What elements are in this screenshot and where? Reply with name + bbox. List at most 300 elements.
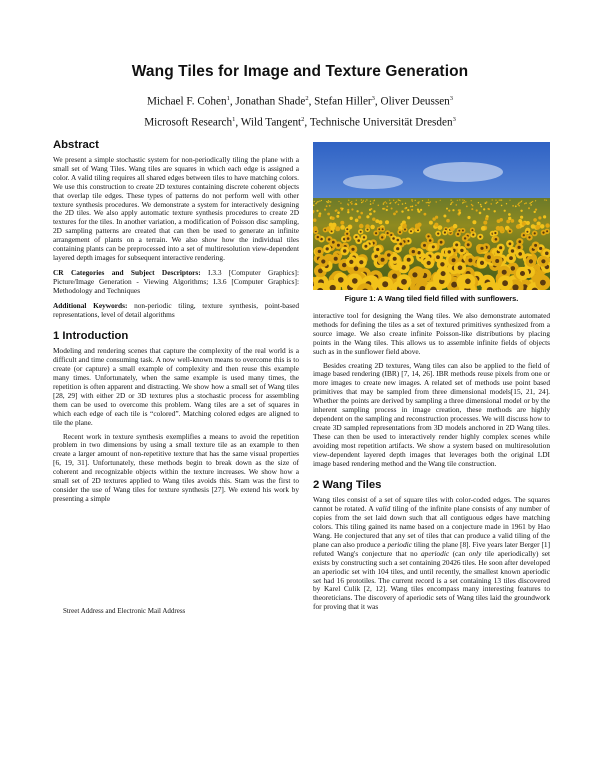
sunflower xyxy=(331,217,334,220)
sunflower xyxy=(420,209,422,211)
sunflower xyxy=(504,210,506,212)
sunflower xyxy=(373,210,375,212)
sunflower xyxy=(348,200,349,201)
sunflower xyxy=(476,209,478,211)
sunflower-center xyxy=(404,229,406,231)
sunflower-center xyxy=(452,258,456,262)
sunflower xyxy=(496,226,501,231)
sunflower-center xyxy=(487,255,491,259)
sunflower xyxy=(384,208,386,210)
sunflower xyxy=(529,203,530,204)
affiliation: Microsoft Research xyxy=(144,116,233,129)
sunflower-center xyxy=(399,231,401,233)
sunflower-center xyxy=(354,267,359,272)
sunflower-center xyxy=(427,261,431,265)
sunflower xyxy=(393,200,394,201)
sunflower xyxy=(316,202,317,203)
sunflower xyxy=(497,202,498,203)
sunflower-center xyxy=(462,230,464,232)
sunflower xyxy=(459,199,460,200)
sunflower xyxy=(330,201,331,202)
sunflower xyxy=(494,210,496,212)
sunflower-center xyxy=(502,270,507,275)
sunflower xyxy=(378,205,380,207)
sunflower xyxy=(383,202,384,203)
sunflower-center xyxy=(534,232,536,234)
sunflower xyxy=(314,201,315,202)
keywords: Additional Keywords: non-periodic tiling, texture synthesis, point-based representations, level of detail algorithms xyxy=(53,300,300,319)
sunflower xyxy=(389,203,390,204)
sunflower xyxy=(417,202,418,203)
sunflower-center xyxy=(393,257,397,261)
affiliation: Wild Tangent xyxy=(240,116,302,129)
sunflower xyxy=(335,226,340,231)
sunflower xyxy=(497,219,501,223)
sunflower xyxy=(471,204,473,206)
sunflower xyxy=(428,199,429,200)
sunflower xyxy=(335,210,337,212)
wang-tiles-paragraph: Wang tiles consist of a set of square tiles with color-coded edges. The squares cannot be rotated. A valid tiling of the infinite plane consists of any number of copies from the set laid down such that all contiguous edges have matching colors. This tiling gained its name based on a conjecture made in 1961 by Hao Wang. He conjectured that any set of tiles that can produce a valid tiling of the plane can also produce a periodic tiling the plane [8]. Five years later Berger [1] refuted Wang's conjecture that no aperiodic (can only tile aperiodically) set exists by constructing such a set containing 20426 tiles. He soon after developed an aperiodic set with 104 tiles, and until recently, the smallest known aperiodic set had 16 prototiles. The current record is a set containing 13 tiles discovered by Karel Culik [2, 12]. Wang tiles encompass many interesting features to theoreticians. The discovery of aperiodic sets of Wang tiles laid the groundwork for proving that it was xyxy=(313,495,551,612)
sunflower-center xyxy=(357,239,360,242)
sunflower-center xyxy=(401,279,407,285)
sunflower xyxy=(329,205,331,207)
sunflower xyxy=(520,210,522,212)
sunflower-center xyxy=(412,250,415,253)
sunflower xyxy=(434,223,438,227)
sunflower-center xyxy=(467,243,470,246)
sunflower xyxy=(501,200,502,201)
sunflower xyxy=(417,223,421,227)
sunflower-center xyxy=(509,242,512,245)
sunflower xyxy=(524,203,525,204)
sunflower xyxy=(429,221,433,225)
paper-title: Wang Tiles for Image and Texture Generation xyxy=(131,63,469,80)
sunflower xyxy=(360,212,363,215)
sunflower xyxy=(533,218,537,222)
sunflower xyxy=(496,203,497,204)
sunflower xyxy=(490,203,492,205)
sunflower xyxy=(465,201,466,202)
author-name: Stefan Hiller xyxy=(314,95,372,108)
sunflower xyxy=(415,204,417,206)
sunflower-center xyxy=(455,243,458,246)
sunflower xyxy=(436,201,437,202)
sunflower-center xyxy=(343,249,346,252)
sunflower xyxy=(407,209,409,211)
sunflower-center xyxy=(359,260,363,264)
sunflower xyxy=(485,202,486,203)
sunflower xyxy=(326,205,328,207)
sunflower xyxy=(528,207,530,209)
sunflower xyxy=(452,209,454,211)
sunflower-center xyxy=(407,258,411,262)
sunflower xyxy=(417,210,419,212)
sunflower xyxy=(531,224,536,229)
sunflower xyxy=(453,224,458,229)
sunflower xyxy=(350,202,351,203)
sunflower xyxy=(471,200,472,201)
sunflower xyxy=(375,219,379,223)
sunflower xyxy=(372,218,375,221)
author-line: Michael F. Cohen$^1$, Jonathan Shade$^2$, Stefan Hiller$^3$, Oliver Deussen$^3$ xyxy=(146,95,454,108)
sunflower xyxy=(365,201,366,202)
sunflower xyxy=(383,203,385,205)
sunflower xyxy=(487,208,489,210)
sunflower xyxy=(518,205,520,207)
sunflower-center xyxy=(381,236,383,238)
sunflower-center xyxy=(396,247,399,250)
figure-caption: Figure 1: A Wang tiled field filled with sunflowers. xyxy=(344,294,519,303)
sunflower-center xyxy=(451,282,457,288)
sunflower xyxy=(495,200,496,201)
sunflower xyxy=(424,213,427,216)
intro-paragraph-2: Recent work in texture synthesis exemplifies a means to avoid the repetition problem in two dimensions by using a small texture tile as an example to then create a larger amount of non-repetitive texture that has the same visual properties [6, 19, 31]. Unfortunately, these methods begin to break down as the size of coherent and recognizable objects within the texture increases. We show how a small set of 2D textures applied to Wang tiles avoids this. Stam was the first to consider the use of Wang tiles for texture synthesis [27]. We extend his work by presenting a simple xyxy=(53,431,299,503)
sunflower xyxy=(520,216,523,219)
sunflower xyxy=(404,207,406,209)
sunflower xyxy=(538,216,541,219)
sunflower-center xyxy=(318,250,321,253)
sunflower-center xyxy=(511,249,514,252)
sunflower xyxy=(385,220,389,224)
sunflower-center xyxy=(429,239,432,242)
sunflower xyxy=(459,209,461,211)
sunflower-center xyxy=(448,250,451,253)
sunflower xyxy=(535,209,537,211)
author-block xyxy=(0,90,600,131)
author-name: Michael F. Cohen xyxy=(146,95,227,108)
sunflower xyxy=(370,201,371,202)
sunflower-center xyxy=(495,259,499,263)
sunflower xyxy=(534,211,536,213)
intro-paragraph-1: Modeling and rendering scenes that capture the complexity of the real world is a difficult and time consuming task. A now well-known means to overcome this is to create (or capture) a small example of complexity and then reuse this example many times. Unfortunately, when the same example is used many times, the repetition is often apparent and distracting. We show how a small set of Wang tiles [28, 29] with either 2D or 3D textures plus a stochastic process for assembling them can be used to overcome this problem. Wang tiles are a set of squares in which each edge of each tile is “colored”. Matching colored edges are aligned to tile the plane. xyxy=(53,346,299,427)
sunflower xyxy=(478,202,479,203)
sunflower xyxy=(374,200,375,201)
sunflower xyxy=(446,219,450,223)
sunflower-center xyxy=(352,278,358,284)
sunflower-center xyxy=(471,229,473,231)
sunflower xyxy=(525,202,526,203)
sunflower xyxy=(351,201,352,202)
sunflower-center xyxy=(495,238,498,241)
sunflower xyxy=(359,224,364,229)
sunflower xyxy=(518,203,519,204)
sunflower-center xyxy=(367,229,369,231)
author-name: Jonathan Shade xyxy=(235,95,306,108)
sunflower xyxy=(480,204,482,206)
sunflower-field-image xyxy=(313,142,550,290)
sunflower-center xyxy=(529,259,533,263)
sunflower-center xyxy=(360,231,362,233)
sunflower xyxy=(386,202,387,203)
sunflower xyxy=(336,215,339,218)
sunflower xyxy=(351,208,353,210)
sunflower xyxy=(535,200,536,201)
sunflower-center xyxy=(440,241,443,244)
sunflower xyxy=(422,200,423,201)
sunflower xyxy=(401,210,403,212)
sunflower xyxy=(506,220,510,224)
sunflower-center xyxy=(518,240,521,243)
sunflower xyxy=(399,200,400,201)
sunflower xyxy=(363,200,364,201)
sunflower xyxy=(451,202,452,203)
sunflower xyxy=(535,225,540,230)
sunflower xyxy=(351,203,353,205)
sunflower xyxy=(452,201,453,202)
sunflower xyxy=(326,201,327,202)
sunflower-center xyxy=(444,231,446,233)
sunflower-center xyxy=(479,236,481,238)
sunflower-center xyxy=(480,261,484,265)
sunflower xyxy=(509,200,510,201)
sunflower xyxy=(479,212,482,215)
sunflower xyxy=(386,209,388,211)
sunflower xyxy=(480,206,482,208)
abstract-text: We present a simple stochastic system for non-periodically tiling the plane with a small set of Wang Tiles. Wang tiles are squares in which each edge is assigned a color. A valid tiling requires all shared edges between tiles to have matching colors. We use this construction to create 2D textures containing discrete coherent objects that overlap tile edges. These types of patterns do not perform well with other texture synthesis procedures. We demonstrate a system for interactively designing the 2D tiles. We also apply automatic texture synthesis procedures to create 2D textures for the tiles. In another variation, a modification of Poisson disc sampling, 2D sampling patterns are created that can then be used to generate an infinite arrangement of plants on a terrain. We also show how the individual tiles containing plants can be preprocessed into a set of multiresolution view-dependent layered depth images for subsequent interactive rendering. xyxy=(53,155,299,262)
sunflower xyxy=(321,200,322,201)
sunflower xyxy=(370,225,375,230)
sunflower-center xyxy=(509,256,513,260)
sunflower xyxy=(330,226,335,231)
sunflower-center xyxy=(523,234,525,236)
sunflower xyxy=(466,206,468,208)
sunflower xyxy=(316,210,318,212)
sunflower xyxy=(362,201,363,202)
left-column xyxy=(53,138,299,504)
sunflower-center xyxy=(392,274,397,279)
sunflower xyxy=(319,201,320,202)
sunflower xyxy=(340,225,345,230)
sunflower xyxy=(499,200,500,201)
sunflower xyxy=(391,208,393,210)
sunflower xyxy=(370,208,372,210)
sunflower xyxy=(486,202,487,203)
sunflower xyxy=(544,199,545,200)
sunflower xyxy=(418,201,419,202)
sunflower xyxy=(512,205,514,207)
sunflower-center xyxy=(346,233,348,235)
sunflower xyxy=(347,209,349,211)
sunflower xyxy=(366,199,367,200)
sunflower-center xyxy=(382,281,388,287)
sunflower-center xyxy=(502,280,508,286)
sunflower-center xyxy=(480,247,483,250)
sunflower xyxy=(483,208,485,210)
sunflower xyxy=(515,205,517,207)
sunflower xyxy=(412,201,413,202)
sunflower-center xyxy=(334,257,338,261)
sunflower-center xyxy=(347,237,350,240)
sunflower xyxy=(366,215,369,218)
sunflower xyxy=(427,202,428,203)
sunflower-center xyxy=(494,232,496,234)
sunflower-center xyxy=(363,236,365,238)
sunflower xyxy=(338,201,339,202)
sunflower xyxy=(340,203,341,204)
sunflower-center xyxy=(545,252,549,256)
sunflower xyxy=(546,200,547,201)
sunflower-center xyxy=(317,236,319,238)
sunflower xyxy=(481,226,486,231)
sunflower xyxy=(459,211,462,214)
sunflower xyxy=(450,204,452,206)
sunflower-center xyxy=(437,233,439,235)
sunflower-center xyxy=(432,245,435,248)
sunflower xyxy=(440,200,441,201)
sunflower-center xyxy=(412,272,417,277)
sunflower-center xyxy=(337,244,340,247)
sunflower xyxy=(361,202,362,203)
sunflower-center xyxy=(441,271,446,276)
sunflower-center xyxy=(520,271,525,276)
sunflower-center xyxy=(328,238,331,241)
sunflower xyxy=(370,203,372,205)
sunflower-center xyxy=(331,230,333,232)
sunflower-center xyxy=(499,246,502,249)
sunflower xyxy=(519,202,520,203)
sunflower xyxy=(543,215,546,218)
affiliation: Technische Universität Dresden xyxy=(309,116,453,129)
sunflower xyxy=(385,201,386,202)
sunflower-center xyxy=(387,253,391,257)
sunflower-center xyxy=(546,230,548,232)
sunflower-center xyxy=(346,228,348,230)
sunflower-center xyxy=(410,230,412,232)
sunflower xyxy=(472,220,476,224)
sunflower xyxy=(510,219,514,223)
sunflower-center xyxy=(440,262,444,266)
sunflower xyxy=(324,209,326,211)
sunflower-center xyxy=(511,266,516,271)
sunflower xyxy=(501,205,503,207)
sunflower-center xyxy=(509,230,511,232)
sunflower-center xyxy=(364,245,367,248)
sunflower xyxy=(398,204,400,206)
sunflower-center xyxy=(397,239,400,242)
sunflower-center xyxy=(326,247,329,250)
sunflower xyxy=(317,201,318,202)
cr-categories: CR Categories and Subject Descriptors: I.3.3 [Computer Graphics]: Picture/Image Generation - Viewing Algorithms; I.3.6 [Computer Graphics]: Methodology and Techniques xyxy=(53,267,300,295)
sunflower-center xyxy=(472,234,474,236)
sunflower xyxy=(327,213,330,216)
sunflower xyxy=(430,201,431,202)
sunflower-center xyxy=(465,279,471,285)
sunflower xyxy=(516,224,521,229)
sunflower-center xyxy=(378,228,380,230)
sunflower xyxy=(386,206,388,208)
sunflower-center xyxy=(541,259,545,263)
sunflower xyxy=(313,218,317,222)
sunflower-center xyxy=(375,232,377,234)
sunflower-center xyxy=(423,244,426,247)
sunflower-center xyxy=(332,241,335,244)
sunflower-center xyxy=(376,248,379,251)
sunflower xyxy=(521,200,522,201)
sunflower xyxy=(492,199,493,200)
sunflower xyxy=(506,203,507,204)
sunflower xyxy=(462,199,463,200)
sunflower-center xyxy=(464,237,466,239)
sunflower xyxy=(540,224,545,229)
sunflower xyxy=(415,200,416,201)
sunflower xyxy=(358,216,361,219)
sunflower-center xyxy=(457,233,459,235)
sunflower xyxy=(342,208,344,210)
sunflower xyxy=(471,208,473,210)
sunflower-center xyxy=(460,249,463,252)
sunflower xyxy=(395,211,397,213)
sunflower xyxy=(356,200,357,201)
sunflower-center xyxy=(417,251,420,254)
sunflower xyxy=(369,213,372,216)
sunflower xyxy=(483,221,487,225)
sunflower xyxy=(443,215,446,218)
sunflower xyxy=(438,225,443,230)
sunflower-center xyxy=(518,246,521,249)
sunflower xyxy=(428,202,429,203)
sunflower xyxy=(411,209,413,211)
sunflower-center xyxy=(351,248,354,251)
sunflower xyxy=(407,216,410,219)
footnote: Street Address and Electronic Mail Address xyxy=(63,607,186,615)
sunflower-center xyxy=(338,277,344,283)
sunflower xyxy=(530,204,532,206)
sunflower xyxy=(410,206,412,208)
sunflower-center xyxy=(436,255,440,259)
sunflower xyxy=(446,208,448,210)
sunflower xyxy=(508,217,511,220)
sunflower-center xyxy=(542,232,544,234)
sunflower xyxy=(402,224,406,228)
sunflower xyxy=(340,221,344,225)
sunflower-center xyxy=(387,232,389,234)
sunflower xyxy=(395,202,396,203)
sunflower xyxy=(467,216,470,219)
sunflower xyxy=(428,205,430,207)
sunflower-center xyxy=(458,266,463,271)
sunflower xyxy=(456,204,458,206)
sunflower-center xyxy=(342,263,346,267)
sunflower xyxy=(400,200,401,201)
sunflower xyxy=(405,203,406,204)
sunflower-center xyxy=(540,280,546,286)
sunflower xyxy=(365,224,370,229)
sunflower-center xyxy=(382,228,384,230)
sunflower xyxy=(485,217,488,220)
sunflower xyxy=(412,206,414,208)
sunflower xyxy=(457,200,458,201)
sunflower xyxy=(318,214,321,217)
sunflower xyxy=(412,199,413,200)
sunflower xyxy=(389,200,390,201)
sunflower xyxy=(372,202,373,203)
sunflower-center xyxy=(526,231,528,233)
sunflower-center xyxy=(468,258,472,262)
right-column xyxy=(313,142,550,612)
sunflower xyxy=(347,211,349,213)
sunflower xyxy=(426,202,427,203)
right-paragraph-1: interactive tool for designing the Wang tiles. We also demonstrate automated methods for defining the tiles as a set of textured primitives synthesized from a source image. We also create infinite Poisson-like distributions by placing points in the Wang tiles. This allows us to assemble infinite fields of objects such as in the sunflower field above. xyxy=(313,311,550,356)
sunflower-center xyxy=(349,260,353,264)
sunflower xyxy=(464,200,465,201)
sunflower-center xyxy=(321,259,325,263)
right-paragraph-2: Besides creating 2D textures, Wang tiles can also be applied to the field of image based rendering (IBR) [7, 14, 26]. IBR methods reuse pixels from one or more images to create new images. A related set of methods use point based primitives that may be sampled from three dimensional models[15, 21, 24]. Whether the points are derived by sampling a three dimensional model or by the inherent sampling process in image creation, these methods are highly dependent on the sampling and reconstruction processes. We will discuss how to create 3D sampled representations from 3D models anchored in 2D Wang tiles. These can then be used to interactively render highly complex scenes while avoiding most repetition artifacts. We show a system based on multiresolution view-dependent layered depth images that leverages both the original LDI image based rendering method and the Wang tile construction. xyxy=(313,360,550,468)
sunflower-center xyxy=(381,258,385,262)
sunflower xyxy=(355,219,359,223)
sunflower xyxy=(361,199,362,200)
sunflower xyxy=(526,221,530,225)
sunflower xyxy=(522,222,526,226)
